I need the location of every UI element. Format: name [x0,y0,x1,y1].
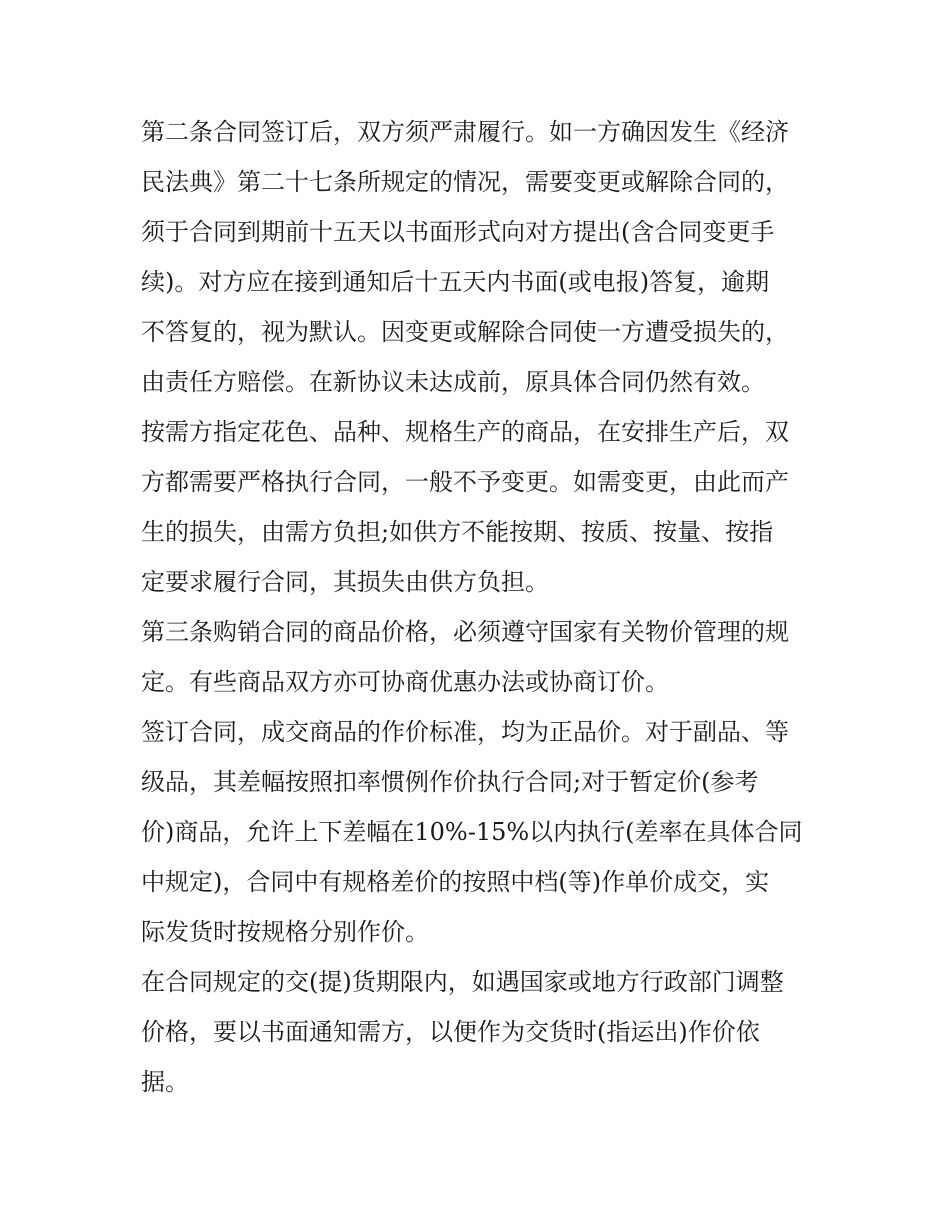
text-line: 第三条购销合同的商品价格，必须遵守国家有关物价管理的规 [141,618,789,646]
paragraph-article-2-modification [141,107,821,407]
text-line: 价)商品，允许上下差幅在10%-15%以内执行(差率在具体合同 [141,818,803,846]
text-line: 按需方指定花色、品种、规格生产的商品，在安排生产后，双 [141,418,789,446]
text-line: 价格，要以书面通知需方，以便作为交货时(指运出)作价依 [141,1018,760,1046]
paragraph-article-3-pricing [141,607,821,707]
text-line: 在合同规定的交(提)货期限内，如遇国家或地方行政部门调整 [141,968,784,996]
text-line: 中规定)，合同中有规格差价的按照中档(等)作单价成交，实 [141,868,770,896]
paragraph-price-adjustment [141,957,821,1107]
text-line: 定。有些商品双方亦可协商优惠办法或协商订价。 [141,668,669,696]
text-line: 生的损失，由需方负担;如供方不能按期、按质、按量、按指 [141,518,774,546]
text-line: 际发货时按规格分别作价。 [141,918,429,946]
paragraph-custom-production [141,407,821,607]
text-line: 由责任方赔偿。在新协议未达成前，原具体合同仍然有效。 [141,368,765,396]
text-line: 级品，其差幅按照扣率惯例作价执行合同;对于暂定价(参考 [141,768,759,796]
document-body [141,107,821,1107]
text-line: 第二条合同签订后，双方须严肃履行。如一方确因发生《经济 [141,118,789,146]
text-line: 续)。对方应在接到通知后十五天内书面(或电报)答复，逾期 [141,268,770,296]
text-line: 方都需要严格执行合同，一般不予变更。如需变更，由此而产 [141,468,789,496]
paragraph-pricing-standard [141,707,821,957]
text-line: 不答复的，视为默认。因变更或解除合同使一方遭受损失的， [141,318,789,346]
text-line: 签订合同，成交商品的作价标准，均为正品价。对于副品、等 [141,718,789,746]
text-line: 民法典》第二十七条所规定的情况，需要变更或解除合同的， [141,168,789,196]
text-line: 据。 [141,1068,189,1096]
text-line: 须于合同到期前十五天以书面形式向对方提出(含合同变更手 [141,218,775,246]
text-line: 定要求履行合同，其损失由供方负担。 [141,568,549,596]
